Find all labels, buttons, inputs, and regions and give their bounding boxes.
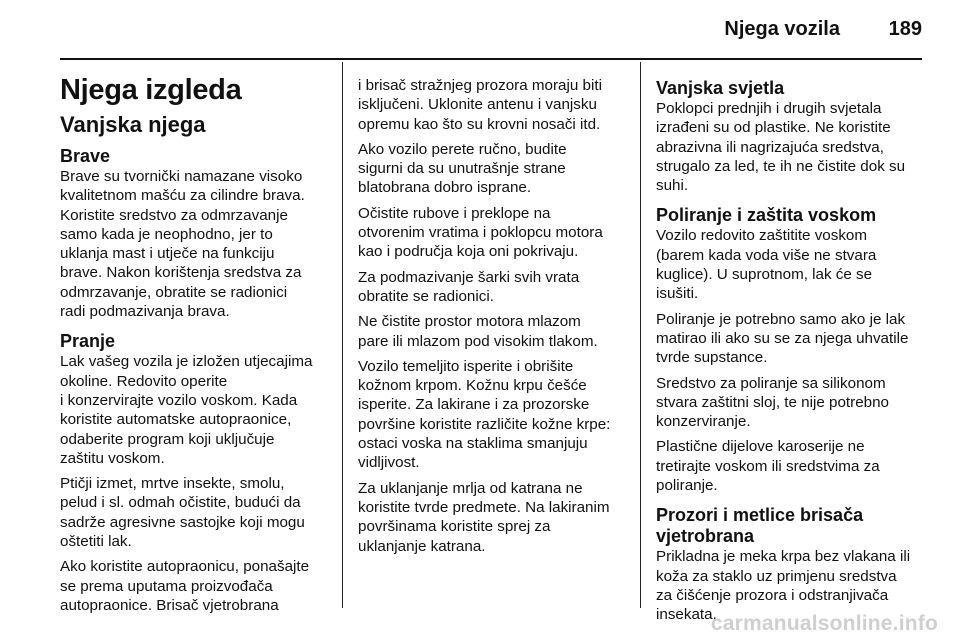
column-divider-1 (342, 62, 343, 608)
page-heading: Njega izgleda (60, 74, 242, 106)
paragraph: Za podmazivanje šarki svih vrata obratite se radionici. (358, 268, 580, 305)
paragraph: Plastične dijelove karoserije ne tretirajte voskom ili sredstvima za poliranje. (656, 438, 880, 495)
watermark: carmanualsonline.info (710, 612, 938, 635)
column-1 (60, 72, 340, 621)
subheading-prozori: Prozori i metlice brisača vjetrobrana (656, 505, 864, 547)
paragraph: Poliranje je potrebno samo ako je lak matirao ili ako su se za njega uhvatile tvrde supstance. (656, 310, 909, 367)
subheading-poliranje: Poliranje i zaštita voskom (656, 205, 877, 226)
paragraph: Ne čistite prostor motora mlazom pare ili mlazom pod visokim tlakom. (358, 313, 598, 350)
subheading-brave: Brave (60, 146, 111, 166)
page-number: 189 (888, 18, 922, 40)
paragraph: Ptičji izmet, mrtve insekte, smolu, pelud i sl. odmah očistite, budući da sadrže agresivne sastojke koji mogu oštetiti lak. (60, 475, 305, 551)
paragraph: Vozilo redovito zaštitite voskom (barem kada voda više ne stvara kuglice). U suprotnom, lak će se isušiti. (656, 227, 877, 303)
paragraph: Poklopci prednjih i drugih svjetala izrađeni su od plastike. Ne koristite abrazivna ili nagrizajuća sredstva, strugalo za led, te ih ne čistite dok su suhi. (656, 100, 906, 195)
column-divider-2 (640, 62, 641, 608)
paragraph: Očistite rubove i preklope na otvorenim vratima i poklopcu motora kao i područja koja oni pokrivaju. (358, 204, 603, 261)
paragraph: i brisač stražnjeg prozora moraju biti isključeni. Uklonite antenu i vanjsku opremu kao što su krovni nosači itd. (358, 77, 602, 133)
column-3 (656, 78, 946, 631)
section-heading: Vanjska njega (60, 112, 206, 137)
paragraph: Brave su tvornički namazane visoko kvalitetnom mašću za cilindre brava. Koristite sredstvo za odmrzavanje samo kada je neophodno, jer to uklanja mast i utječe na funkciju brave. Nakon korištenja sredstva za odmrzavanje, obratite se radionici radi podmazivanja brava. (60, 168, 305, 321)
paragraph: Prikladna je meka krpa bez vlakana ili koža za staklo uz primjenu sredstva za čišćenje prozora i odstranjivača insekata. (656, 548, 911, 624)
paragraph: Lak vašeg vozila je izložen utjecajima okoline. Redovito operite i konzervirajte vozilo voskom. Kada koristite automatske autopraonice, odaberite program koji uključuje zaštitu voskom. (60, 353, 313, 467)
paragraph: Ako vozilo perete ručno, budite sigurni da su unutrašnje strane blatobrana dobro isprane. (358, 140, 567, 197)
subheading-vanjska-svjetla: Vanjska svjetla (656, 78, 785, 98)
section-title: Njega vozila (724, 18, 840, 40)
paragraph: Sredstvo za poliranje sa silikonom stvara zaštitni sloj, te nije potrebno konzerviranje. (656, 374, 889, 431)
paragraph: Za uklanjanje mrlja od katrana ne koristite tvrde predmete. Na lakiranim površinama koristite sprej za uklanjanje katrana. (358, 479, 610, 555)
header-rule (60, 58, 922, 60)
subheading-pranje: Pranje (60, 331, 116, 352)
page-header (0, 18, 960, 48)
paragraph: Vozilo temeljito isperite i obrišite kožnom krpom. Kožnu krpu češće isperite. Za lakirane i za prozorske površine koristite različite kožne krpe: ostaci voska na staklima smanjuju vidljivost. (358, 357, 611, 472)
column-2 (358, 76, 638, 562)
paragraph: Ako koristite autopraonicu, ponašajte se prema uputama proizvođača autopraonice. Brisač vjetrobrana (60, 558, 310, 614)
